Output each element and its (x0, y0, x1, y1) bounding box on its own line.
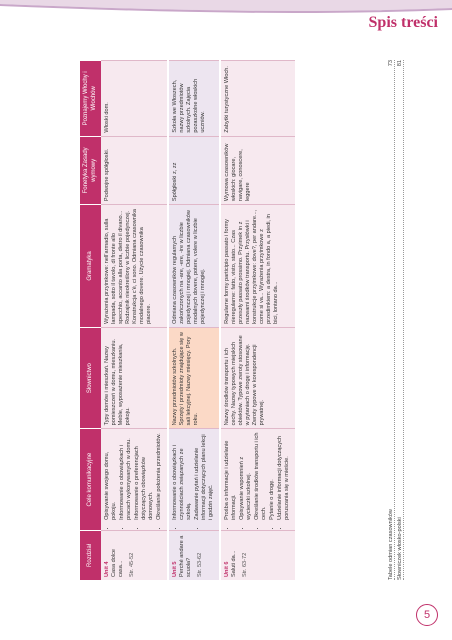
list-item: • Informowanie o obowiązkach i czynnościach związanych ze szkołą. (172, 432, 193, 520)
column-header: Rozdział (80, 530, 101, 580)
appendix-label: Słowniczek włosko-polski (397, 517, 403, 580)
list-item: • Udzielanie informacji dotyczących poruszania się w mieście. (277, 432, 291, 520)
list-item: • Opisywanie swojego domu, pokoju. (104, 432, 118, 520)
list-item: • Określanie położenia przedmiotów. (156, 432, 163, 520)
chapter-cell (168, 530, 220, 580)
unit-pages: Str. 63-72 (241, 552, 248, 577)
list-item: • Określanie środków transportu i ich cech. (254, 432, 268, 520)
column-header: Gramatyka (80, 205, 101, 328)
unit-title: Casa dolce casa... (110, 549, 124, 577)
chapter-cell (101, 530, 168, 580)
phonetics-cell: Wymowa czasowników włoskich: giocare, navigare, conoscere, leggere (220, 136, 296, 204)
vocab-cell: Nazwy środków transportu i ich cechy. Nazwy typowych miejskich obiektów. Typowe zwroty stosowane w pytaniach o drogę i informację. Zwroty typowe w korespondencji prywatnej. (220, 327, 296, 429)
column-header: Słownictwo (80, 327, 101, 429)
appendix-list (388, 60, 406, 580)
grammar-cell: Odmiana czasowników regularnych zakończonych na -are, -ere, -ire w liczbie pojedynczej i mnogiej. Odmiana czasowników modalnych dovere, potere, volere w liczbie pojedynczej i mnogiej. (168, 205, 220, 328)
vocab-cell: Typy domów i mieszkań. Nazwy pomieszczeń w domu, mieszkaniu. Meble, wyposażenie mieszkania, pokoju. (101, 327, 168, 429)
table-row (168, 61, 220, 581)
chapter-cell (220, 530, 296, 580)
vocab-cell: Nazwy przedmiotów szkolnych. Sprzęty i przedmioty znajdujące się w sali lekcyjnej. Nazwy miesięcy. Pory roku. (168, 327, 220, 429)
unit-number: Unit 5 (171, 561, 178, 577)
unit-title: Perché andare a scuola? (178, 535, 192, 577)
list-item: • Pytanie o drogę. (269, 432, 276, 520)
goals-cell (168, 429, 220, 531)
goals-cell (220, 429, 296, 531)
list-item: • Zadawanie pytań i udzielanie informacji dotyczących planu lekcji i godzin zajęć. (194, 432, 215, 520)
column-header: Poznajemy Włochy i Włochów (80, 61, 101, 137)
page-number: 5 (416, 604, 438, 626)
appendix-page: 73 (388, 60, 394, 67)
appendix-page: 81 (397, 60, 403, 67)
grammar-cell: Regularne formy participio passato i formy nieregularne: fatto, visto, stato... Czas przeszły passato prossimo. Przyimek in z nazwami środków transportu. Przysłówki i konstrukcje przyimkowe: dove?, per andare..., come si va... Wyrażenia przyimkowe z przedimkiem: a destra, in fondo a, a piedi, in bici, lontano da... (220, 205, 296, 328)
list-item: • Prośba o informacje i udzielanie informacji. (224, 432, 238, 520)
culture-cell: Szkoła we Włoszech, nazwy przedmiotów szkolnych. Zajęcia pozaszkolne włoskich uczniów. (168, 61, 220, 137)
list-item: • Informowanie o obowiązkach i pracach wykonywanych w domu. (119, 432, 133, 520)
column-header: Fonetyka Zasady wymowy (80, 136, 101, 204)
list-item: • Opisywanie wspomnień z wycieczki szkolnej. (239, 432, 253, 520)
grammar-cell: Wyrażenia przyimkowe: nell'armadio, sulla lampada, sotto il tavolo, di fronte allo specchio, accanto alla porta, dietro il divano... Rodzajnik nieokreślony w liczbie pojedynczej. Konstrukcja c'è, ci sono. Odmiana czasownika modalnego dovere. Użycie czasownika piacere. (101, 205, 168, 328)
appendix-label: Tabele odmian czasowników (388, 509, 394, 580)
contents-table (80, 60, 297, 580)
unit-title: Saluti da... (230, 550, 237, 577)
appendix-list-wrapper (388, 60, 408, 580)
page-title: Spis treści (368, 14, 438, 31)
column-header: Cele komunikacyjne (80, 429, 101, 531)
contents-table-wrapper (80, 60, 385, 580)
list-item: • Informowanie o preferencjach dotyczących obowiązków domowych. (134, 432, 155, 520)
unit-number: Unit 6 (223, 561, 230, 577)
culture-cell: Zabytki turystyczne Włoch. (220, 61, 296, 137)
unit-pages: Str. 53-62 (196, 552, 203, 577)
unit-pages: Str. 45-52 (128, 552, 135, 577)
unit-number: Unit 4 (104, 561, 110, 577)
appendix-row[interactable] (397, 60, 404, 580)
appendix-row[interactable] (388, 60, 395, 580)
table-row (101, 61, 168, 581)
phonetics-cell: Spółgłoski z, zz (168, 136, 220, 204)
table-row (220, 61, 296, 581)
phonetics-cell: Podwojne spółgłoski. (101, 136, 168, 204)
goals-cell (101, 429, 168, 531)
culture-cell: Włoski dom. (101, 61, 168, 137)
